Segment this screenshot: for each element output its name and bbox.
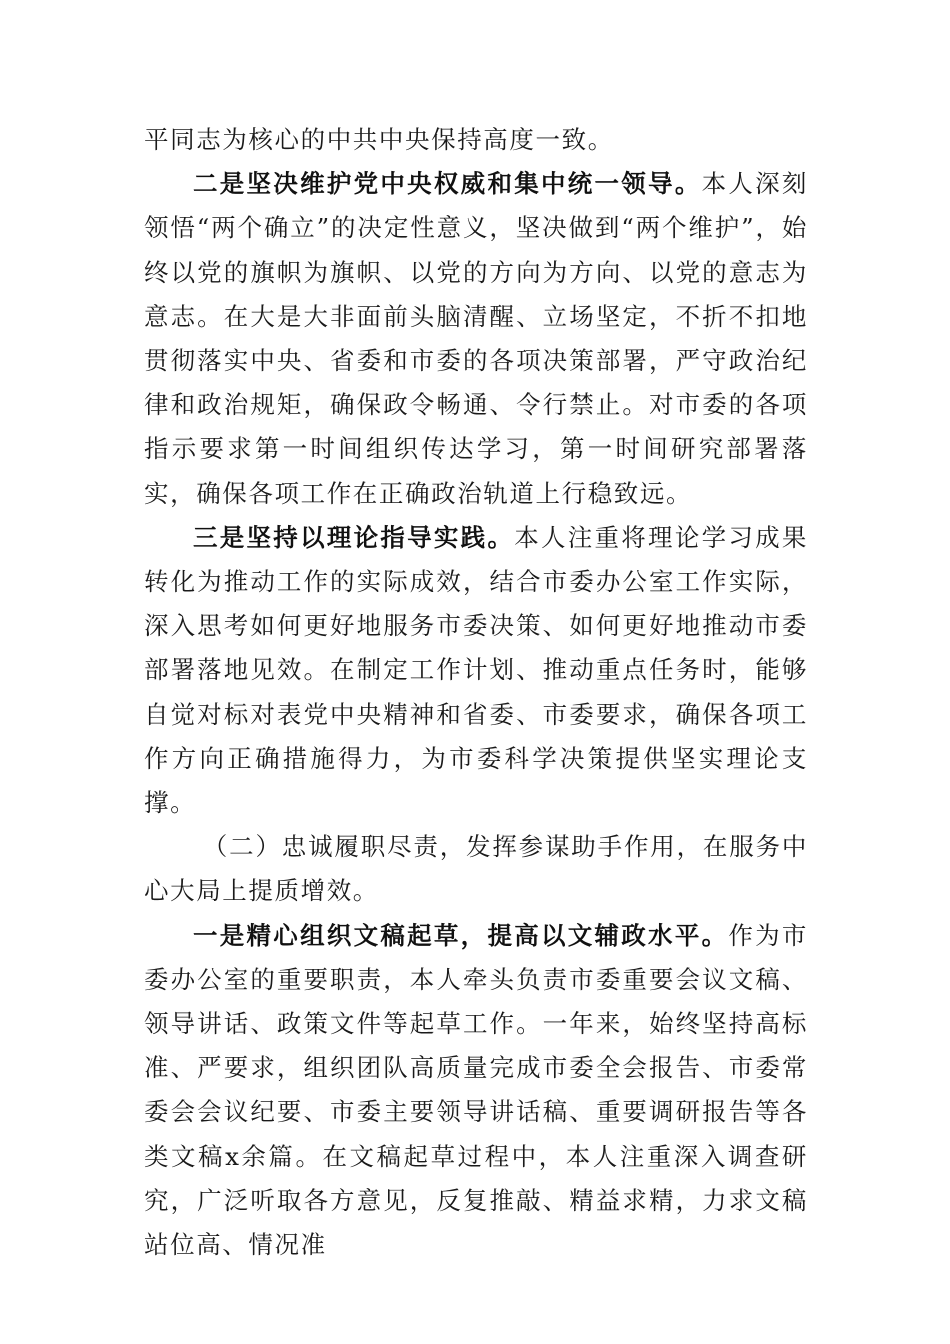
paragraph-text: 平同志为核心的中共中央保持高度一致。 — [144, 125, 614, 154]
paragraph-firmly-uphold-authority — [144, 162, 808, 516]
section-heading-text: （二）忠诚履职尽责，发挥参谋助手作用，在服务中心大局上提质增效。 — [144, 832, 808, 906]
paragraph-lead-bold: 二是坚决维护党中央权威和集中统一领导。 — [193, 169, 702, 199]
paragraph-text: 作为市委办公室的重要职责，本人牵头负责市委重要会议文稿、领导讲话、政策文件等起草工作。一年来，始终坚持高标准、严要求，组织团队高质量完成市委全会报告、市委常委会会议纪要、市委主要领导讲话稿、重要调研报告等各类文稿x余篇。在文稿起草过程中，本人注重深入调查研究，广泛听取各方意见，反复推敲、精益求精，力求文稿站位高、情况准 — [144, 920, 808, 1260]
paragraph-continuation — [144, 118, 808, 162]
paragraph-text: 本人深刻领悟“两个确立”的决定性意义，坚决做到“两个维护”，始终以党的旗帜为旗帜、以党的方向为方向、以党的意志为意志。在大是大非面前头脑清醒、立场坚定，不折不扣地贯彻落实中央、省委和市委的各项决策部署，严守政治纪律和政治规矩，确保政令畅通、令行禁止。对市委的各项指示要求第一时间组织传达学习，第一时间研究部署落实，确保各项工作在正确政治轨道上行稳致远。 — [144, 169, 808, 508]
paragraph-theory-guides-practice — [144, 516, 808, 825]
section-heading-2 — [144, 825, 808, 913]
paragraph-document-drafting — [144, 914, 808, 1268]
paragraph-text: 本人注重将理论学习成果转化为推动工作的实际成效，结合市委办公室工作实际，深入思考如何更好地服务市委决策、如何更好地推动市委部署落地见效。在制定工作计划、推动重点任务时，能够自觉对标对表党中央精神和省委、市委要求，确保各项工作方向正确措施得力，为市委科学决策提供坚实理论支撑。 — [144, 522, 808, 818]
document-body — [144, 118, 808, 1267]
paragraph-lead-bold: 一是精心组织文稿起草，提高以文辅政水平。 — [193, 920, 729, 950]
paragraph-lead-bold: 三是坚持以理论指导实践。 — [193, 522, 515, 552]
